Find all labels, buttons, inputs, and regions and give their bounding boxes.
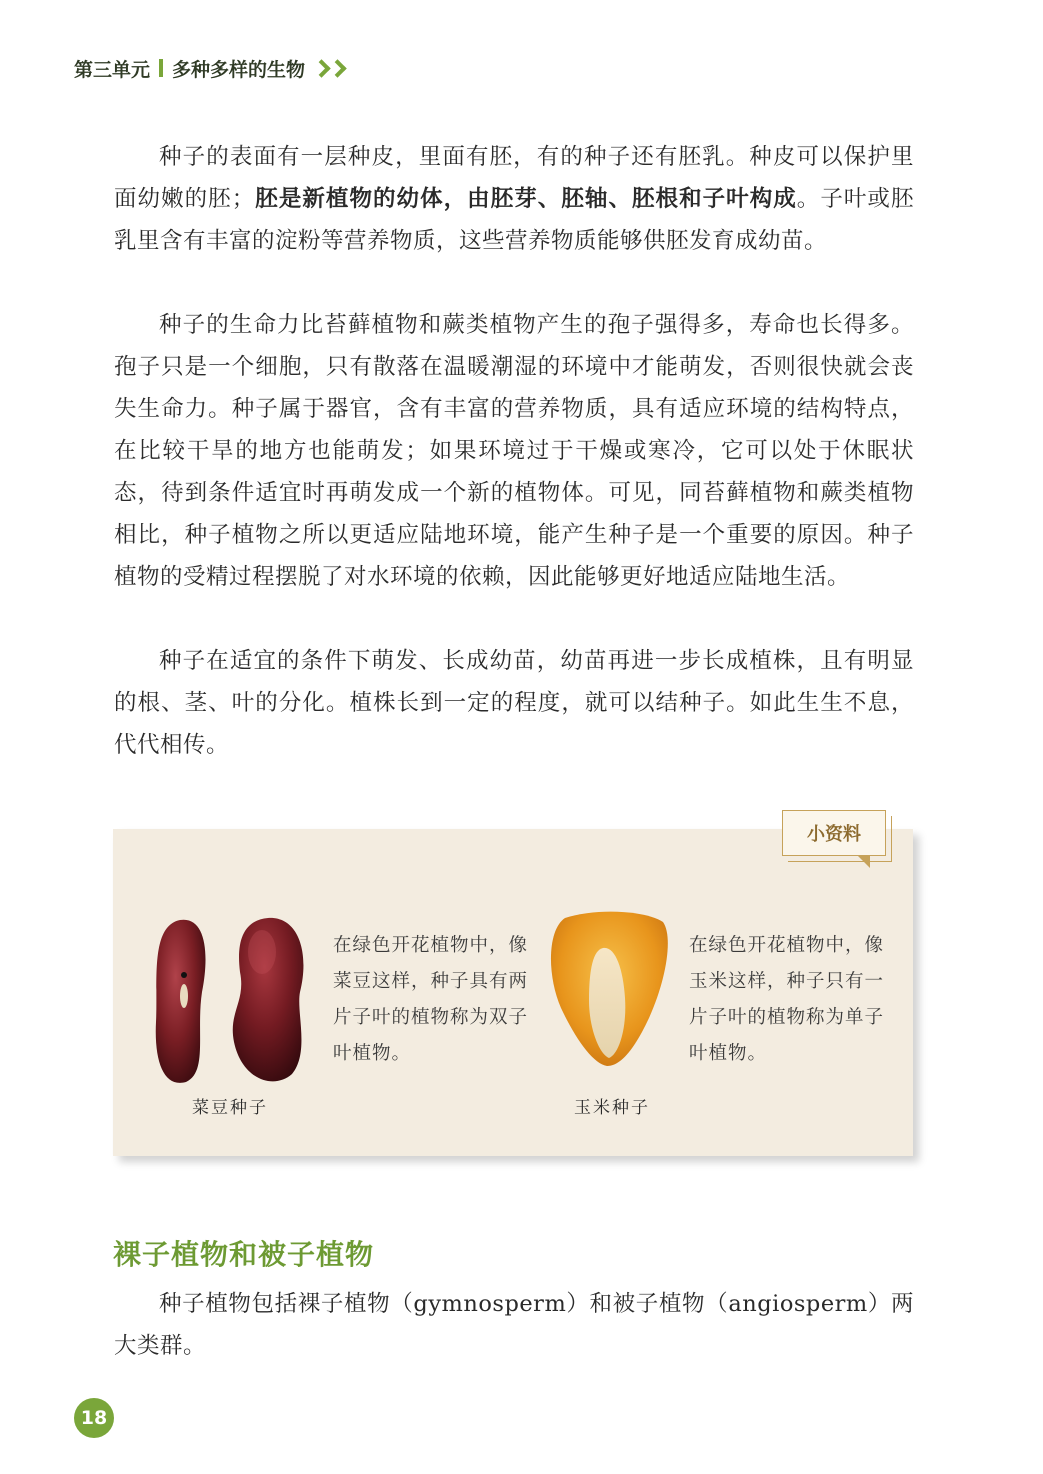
header-separator — [159, 59, 163, 77]
p3-text: 种子在适宜的条件下萌发、长成幼苗，幼苗再进一步长成植株，且有明显的根、茎、叶的分化。植株长到一定的程度，就可以结种子。如此生生不息，代代相传。 — [114, 648, 914, 758]
paragraph-1 — [114, 136, 914, 262]
monocot-description: 在绿色开花植物中，像玉米这样，种子只有一片子叶的植物称为单子叶植物。 — [689, 935, 885, 1064]
paragraph-3 — [114, 640, 914, 766]
kidney-bean-image — [150, 912, 320, 1090]
paragraph-4 — [114, 1283, 914, 1367]
p2-text: 种子的生命力比苔藓植物和蕨类植物产生的孢子强得多，寿命也长得多。孢子只是一个细胞，只有散落在温暖潮湿的环境中才能萌发，否则很快就会丧失生命力。种子属于器官，含有丰富的营养物质，具有适应环境的结构特点，在比较干旱的地方也能萌发；如果环境过于干燥或寒冷，它可以处于休眠状态，待到条件适宜时再萌发成一个新的植物体。可见，同苔藓植物和蕨类植物相比，种子植物之所以更适应陆地环境，能产生种子是一个重要的原因。种子植物的受精过程摆脱了对水环境的依赖，因此能够更好地适应陆地生活。 — [114, 312, 914, 590]
bean-caption: 菜豆种子 — [192, 1098, 268, 1118]
page-number: 18 — [74, 1398, 114, 1438]
dicot-description: 在绿色开花植物中，像菜豆这样，种子具有两片子叶的植物称为双子叶植物。 — [333, 935, 529, 1064]
p4-text: 种子植物包括裸子植物（gymnosperm）和被子植物（angiosperm）两大类群。 — [114, 1291, 914, 1359]
paragraph-2 — [114, 304, 914, 598]
corn-kernel-image — [545, 908, 673, 1068]
double-chevron-icon — [315, 62, 347, 75]
unit-title: 多种多样的生物 — [172, 58, 306, 81]
p1-end-text: 。子叶或胚乳里含有丰富的淀粉等营养物质，这些营养物质能够供胚发育成幼苗。 — [114, 186, 914, 254]
running-header — [74, 54, 347, 82]
p1-bold-text: 胚是新植物的幼体，由胚芽、胚轴、胚根和子叶构成 — [254, 186, 797, 212]
corn-caption: 玉米种子 — [574, 1098, 650, 1118]
info-tag: 小资料 — [782, 810, 886, 856]
p1-text: 种子的表面有一层种皮，里面有胚，有的种子还有胚乳。种皮可以保护里面幼嫩的胚； — [114, 144, 914, 212]
unit-label: 第三单元 — [74, 58, 151, 81]
tag-tail — [858, 856, 870, 868]
section-heading: 裸子植物和被子植物 — [113, 1238, 375, 1271]
